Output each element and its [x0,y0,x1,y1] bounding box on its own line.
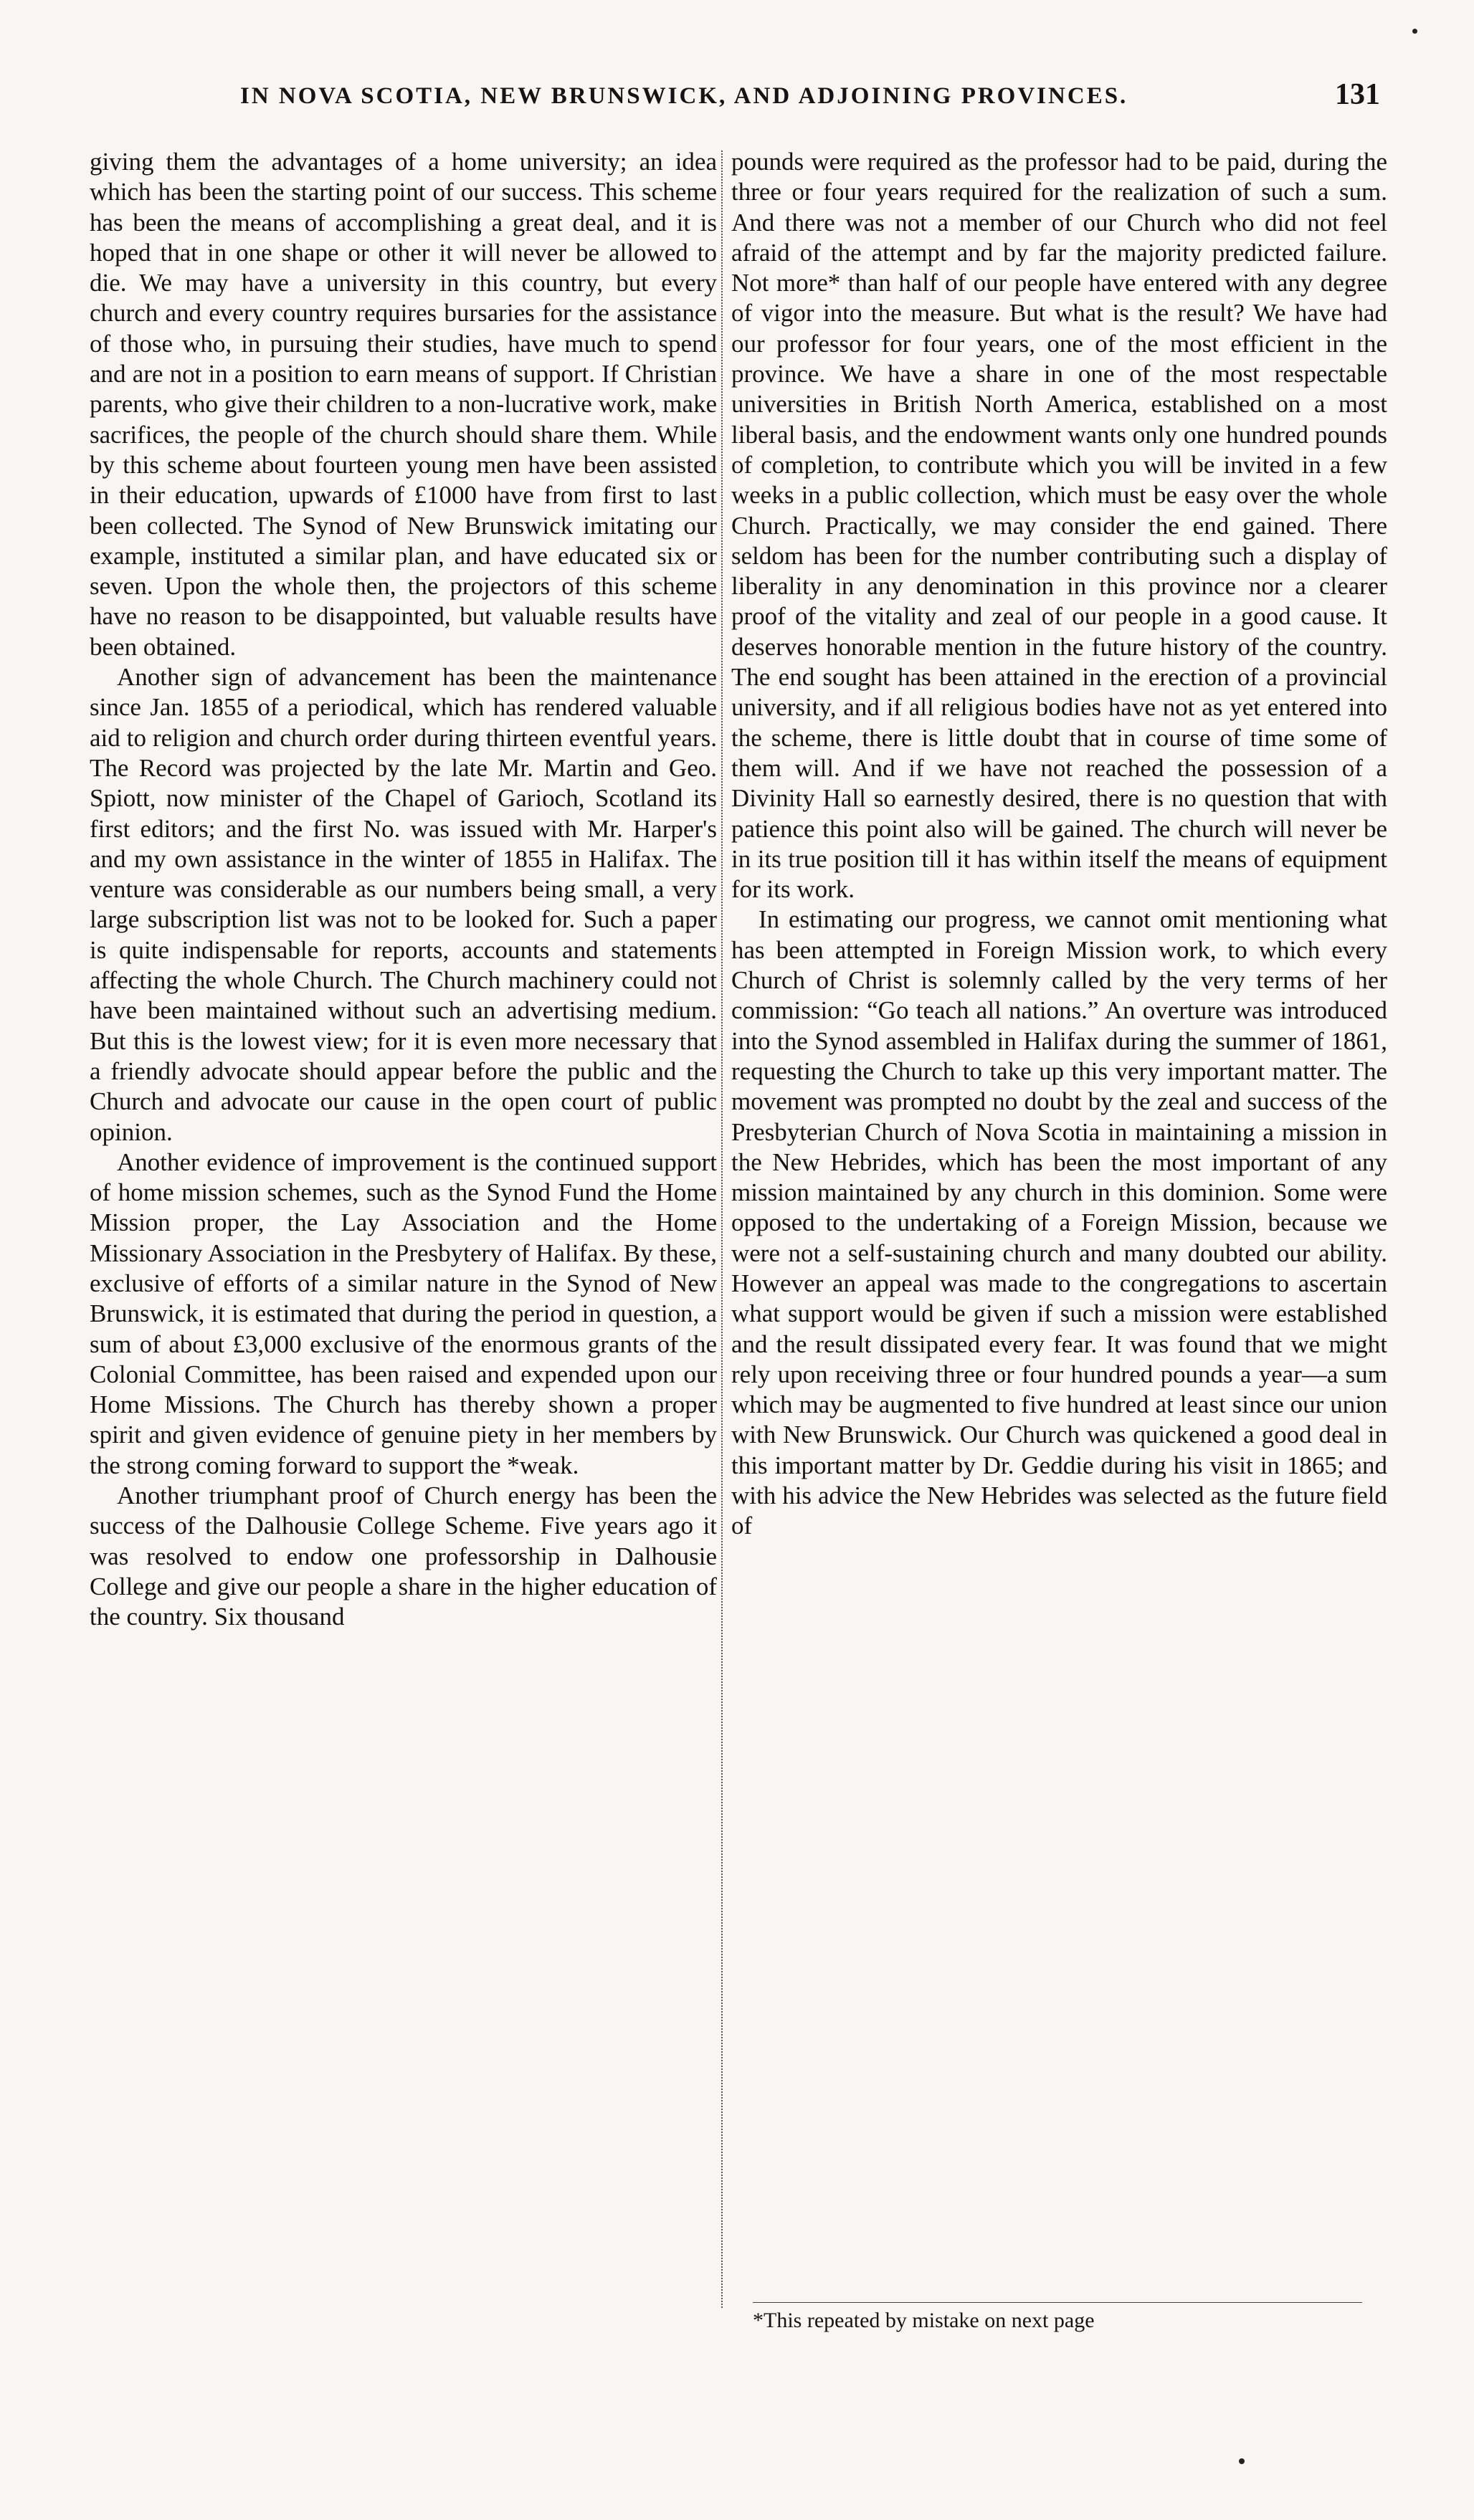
running-head: IN NOVA SCOTIA, NEW BRUNSWICK, AND ADJOINING PROVINCES. [240,83,1128,109]
footnote-rule [753,2302,1362,2303]
paragraph: Another triumphant proof of Church energy has been the success of the Dalhousie College Scheme. Five years ago it was resolved to endow one professorship in Dalhousie College and give our people a share in the higher education of the country. Six thousand [90,1481,717,1631]
column-divider [721,151,723,2308]
paragraph: In estimating our progress, we cannot omit mentioning what has been attempted in Foreign Mission work, to which every Church of Christ is solemnly called by the very terms of her commission: “Go teach all nations.” An overture was introduced into the Synod assembled in Halifax during the summer of 1861, requesting the Church to take up this very important matter. The movement was prompted no doubt by the zeal and success of the Presbyterian Church of Nova Scotia in maintaining a mission in the New Hebrides, which has been the most important of any mission maintained by any church in this dominion. Some were opposed to the undertaking of a Foreign Mission, because we were not a self-sustaining church and many doubted our ability. However an appeal was made to the congregations to ascertain what support would be given if such a mission were established and the result dissipated every fear. It was found that we might rely upon receiving three or four hundred pounds a year—a sum which may be augmented to five hundred at least since our union with New Brunswick. Our Church was quickened a good deal in this important matter by Dr. Geddie during his visit in 1865; and with his advice the New Hebrides was selected as the future field of [731,905,1387,1540]
right-column [731,147,1387,1542]
left-column [90,147,717,1633]
footnote: *This repeated by mistake on next page [753,2309,1095,2332]
page-number: 131 [1335,78,1380,111]
paragraph: pounds were required as the professor had to be paid, during the three or four years required for the realization of such a sum. And there was not a member of our Church who did not feel afraid of the attempt and by far the majority predicted failure. Not more* than half of our people have entered with any degree of vigor into the measure. But what is the result? We have had our professor for four years, one of the most efficient in the province. We have a share in one of the most respectable universities in British North America, established on a most liberal basis, and the endowment wants only one hundred pounds of completion, to contribute which you will be invited in a few weeks in a public collection, which must be easy over the whole Church. Practically, we may consider the end gained. There seldom has been for the number contributing such a display of liberality in any denomination in this province nor a clearer proof of the vitality and zeal of our people in a good cause. It deserves honorable mention in the future history of the country. The end sought has been attained in the erection of a provincial university, and if all religious bodies have not as yet entered into the scheme, there is little doubt that in course of time some of them will. And if we have not reached the possession of a Divinity Hall so earnestly desired, there is no question that with patience this point also will be gained. The church will never be in its true position till it has within itself the means of equipment for its work. [731,148,1387,904]
paragraph: Another sign of advancement has been the maintenance since Jan. 1855 of a periodical, which has rendered valuable aid to religion and church order during thirteen eventful years. The Record was projected by the late Mr. Martin and Geo. Spiott, now minister of the Chapel of Garioch, Scotland its first editors; and the first No. was issued with Mr. Harper's and my own assistance in the winter of 1855 in Halifax. The venture was considerable as our numbers being small, a very large subscription list was not to be looked for. Such a paper is quite indispensable for reports, accounts and statements affecting the whole Church. The Church machinery could not have been maintained without such an advertising medium. But this is the lowest view; for it is even more necessary that a friendly advocate should appear before the public and the Church and advocate our cause in the open court of public opinion. [90,663,717,1146]
paragraph: giving them the advantages of a home university; an idea which has been the starting point of our success. This scheme has been the means of accomplishing a great deal, and it is hoped that in one shape or other it will never be allowed to die. We may have a university in this country, but every church and every country requires bursaries for the assistance of those who, in pursuing their studies, have much to spend and are not in a position to earn means of support. If Christian parents, who give their children to a non-lucrative work, make sacrifices, the people of the church should share them. While by this scheme about fourteen young men have been assisted in their education, upwards of £1000 have from first to last been collected. The Synod of New Brunswick imitating our example, instituted a similar plan, and have educated six or seven. Upon the whole then, the projectors of this scheme have no reason to be disappointed, but valuable results have been obtained. [90,148,717,661]
print-speck [1412,29,1417,34]
page-header [93,77,1398,120]
paragraph: Another evidence of improvement is the continued support of home mission schemes, such as the Synod Fund the Home Mission proper, the Lay Association and the Home Missionary Association in the Presbytery of Halifax. By these, exclusive of efforts of a similar nature in the Synod of New Brunswick, it is estimated that during the period in question, a sum of about £3,000 exclusive of the enormous grants of the Colonial Committee, has been raised and expended upon our Home Missions. The Church has thereby shown a proper spirit and given evidence of genuine piety in her members by the strong coming forward to support the *weak. [90,1147,717,1479]
print-speck [1239,2458,1245,2464]
